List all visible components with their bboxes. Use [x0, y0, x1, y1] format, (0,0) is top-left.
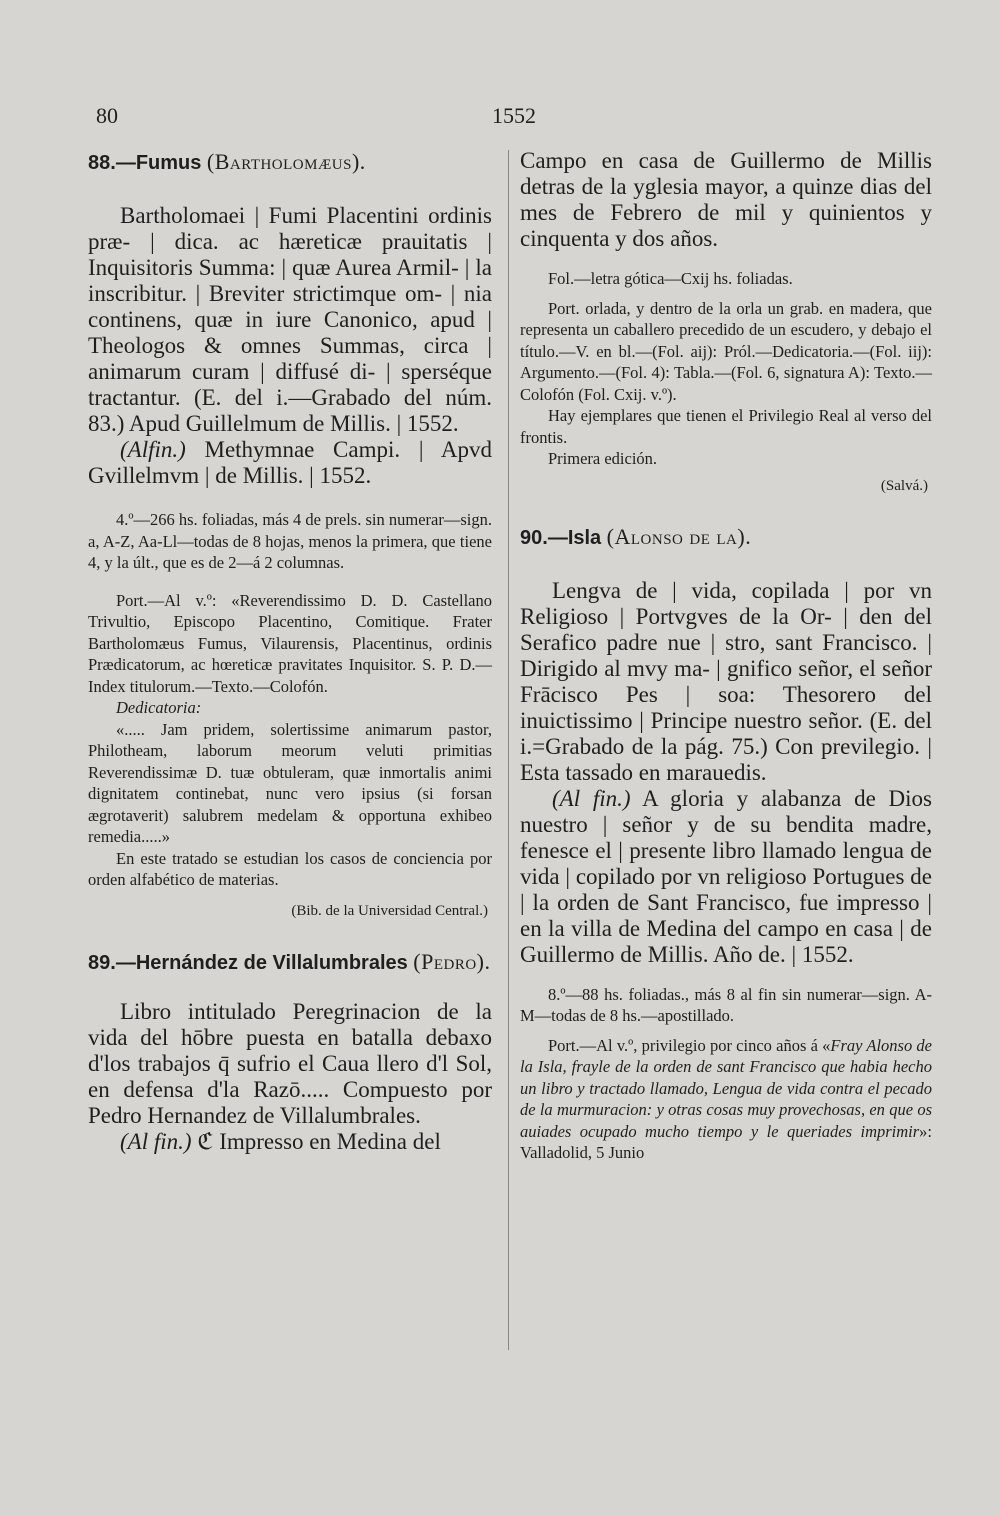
- entry-number: 89.: [88, 951, 116, 974]
- entry-88-heading: [88, 148, 492, 177]
- page-year-header: 1552: [492, 103, 536, 128]
- port-text-end: »: Valladolid, 5 Junio: [520, 1121, 932, 1162]
- entry-90-port: [520, 1035, 932, 1164]
- entry-name: —Hernández de Villalumbrales: [115, 951, 408, 974]
- alfin-text: Methymnae Campi. | Apvd Gvillelmvm | de Millis. | 1552.: [88, 437, 492, 488]
- entry-89-source: (Salvá.): [880, 477, 928, 494]
- alfin-label: (Alfin.): [120, 437, 186, 462]
- entry-89-port: Port. orlada, y dentro de la orla un grab. en madera, que representa un caballero precedido de un escudero, y debajo el título.—V. en bl.—(Fol. aij): Pról.—Dedicatoria.—(Fol. iij): Argumento.—(Fol. 4): Tabla.—(Fol. 6, signatura A): Texto.—Colofón (Fol. Cxij. v.º).: [520, 298, 932, 404]
- entry-88-source: (Bib. de la Universidad Central.): [291, 902, 488, 919]
- entry-88-dedication: «..... Jam pridem, solertissime animarum pastor, Philotheam, laborum meorum veluti primitias Reverendissimæ D. tuæ obtuleram, quæ inmortalis animi dignitatem continebat, nunc vero ipsius (si forsan ægrotaverit) salubrem medelam & opportuna exhibeo remedia.....»: [88, 719, 492, 846]
- left-column: [88, 148, 492, 1155]
- entry-89-copies: Hay ejemplares que tienen el Privilegio Real al verso del frontis.: [520, 406, 932, 447]
- entry-90-heading: [520, 523, 932, 552]
- entry-89-heading: [88, 948, 492, 977]
- entry-89-format: Fol.—letra gótica—Cxij hs. foliadas.: [548, 269, 793, 288]
- entry-90-title: Lengva de | vida, copilada | por vn Religioso | Portvgves de la Or- | den del Serafico padre nue | stro, sant Francisco. | Dirigido al mvy ma- | gnifico señor, el señor Frācisco Pes | soa: Thesorero del inuictissimo | Principe nuestro señor. (E. del i.=Grabado de la pág. 75.) Con previlegio. | Esta tassado en marauedis.: [520, 577, 932, 785]
- entry-88-title: Bartholomaei | Fumi Placentini ordinis præ- | dica. ac hæreticæ prauitatis | Inquisitoris Summa: | quæ Aurea Armil- | la inscribitur. | Breviter strictimque om- | nia continens, quæ in iure Canonico, apud | Theologos & omnes Summas, circa | animarum curam | diffusé di- | sperséque tractantur. (E. del i.—Grabado del núm. 83.) Apud Guillelmum de Millis. | 1552.: [88, 203, 492, 436]
- entry-author: (Bartholomæus).: [206, 149, 366, 174]
- entry-number: 90.: [520, 526, 548, 549]
- entry-88-dedication-label: Dedicatoria:: [116, 698, 202, 717]
- entry-88-description: 4.º—266 hs. foliadas, más 4 de prels. sin numerar—sign. a, A-Z, Aa-Ll—todas de 8 hojas, menos la primera, que tiene 4, y la últ., que es de 2—á 2 columnas.: [88, 510, 492, 572]
- column-divider: [508, 150, 509, 1350]
- entry-88-note: En este tratado se estudian los casos de conciencia por orden alfabético de materias.: [88, 848, 492, 889]
- entry-88-colophon: [88, 437, 492, 489]
- entry-author: (Alonso de la).: [606, 523, 752, 549]
- page-number: 80: [96, 103, 118, 128]
- entry-90-colophon: [520, 786, 932, 968]
- entry-90-description: 8.º—88 hs. foliadas., más 8 al fin sin numerar—sign. A-M—todas de 8 hs.—apostillado.: [520, 984, 932, 1025]
- port-text: Port.—Al v.º, privilegio por cinco años á «: [548, 1035, 831, 1055]
- entry-89-title: Libro intitulado Peregrinacion de la vida del hōbre puesta en batalla debaxo d'los trabajos q̄ sufrio el Caua llero d'l Sol, en defensa d'la Razō..... Compuesto por Pedro Hernandez de Villalumbrales.: [88, 998, 492, 1128]
- entry-author: (Pedro).: [413, 948, 491, 974]
- alfin-text: A gloria y alabanza de Dios nuestro | señor y de su bendita madre, fenesce el | presente libro llamado lengua de vida | copilado por vn religioso Portugues de | la orden de Sant Francisco, fue impresso | en la villa de Medina del campo en casa | de Guillermo de Millis. Año de. | 1552.: [520, 785, 932, 967]
- entry-88-port: Port.—Al v.º: «Reverendissimo D. D. Castellano Trivultio, Episcopo Placentino, Comitique. Frater Bartholomæus Fumus, Vilaurensis, Placentinus, ordinis Prædicatorum, ac hœreticæ pravitates Inquisitor. S. P. D.—Index titulorum.—Texto.—Colofón.: [88, 590, 492, 696]
- entry-name: —Fumus: [115, 152, 202, 174]
- alfin-text: ℭ Impresso en Medina del: [191, 1128, 441, 1154]
- entry-name: —Isla: [547, 526, 602, 549]
- entry-89-edition: Primera edición.: [548, 449, 658, 468]
- alfin-label: (Al fin.): [120, 1128, 192, 1154]
- entry-89-colophon-continued: Campo en casa de Guillermo de Millis detras de la yglesia mayor, a quinze dias del mes de Febrero de mil y quinientos y cinquenta y dos años.: [520, 148, 932, 251]
- alfin-label: (Al fin.): [552, 785, 631, 811]
- right-column: [520, 148, 932, 1164]
- privilege-quote: Fray Alonso de la Isla, frayle de la orden de sant Francisco que habia hecho un libro y tractado llamado, Lengua de vida contra el pecado de la murmuracion: y otras cosas muy provechosas, en que os auiades ocupado mucho tiempo y le queriades imprimir: [520, 1035, 933, 1141]
- entry-89-colophon: [88, 1129, 492, 1155]
- entry-number: 88.: [88, 152, 116, 174]
